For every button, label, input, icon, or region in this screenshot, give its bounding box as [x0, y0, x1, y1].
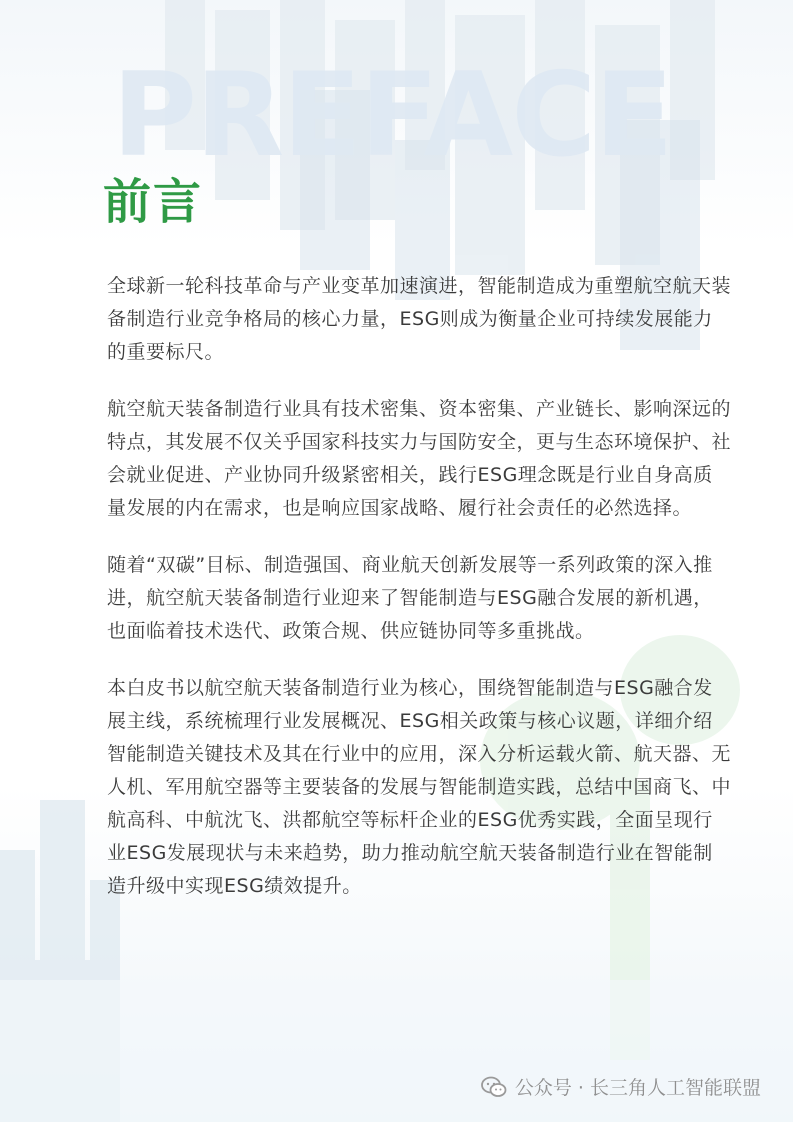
- preface-watermark: PREFACE: [112, 48, 672, 183]
- wechat-icon: [481, 1076, 507, 1098]
- paragraph-1: 全球新一轮科技革命与产业变革加速演进，智能制造成为重塑航空航天装备制造行业竞争格局的核心力量，ESG则成为衡量企业可持续发展能力的重要标尺。: [107, 275, 732, 363]
- footer-account[interactable]: [481, 1073, 761, 1100]
- paragraph-4: 本白皮书以航空航天装备制造行业为核心，围绕智能制造与ESG融合发展主线，系统梳理行业发展概况、ESG相关政策与核心议题，详细介绍智能制造关键技术及其在行业中的应用，深入分析运载火箭、航天器、无人机、军用航空器等主要装备的发展与智能制造实践，总结中国商飞、中航高科、中航沈飞、洪都航空等标杆企业的ESG优秀实践，全面呈现行业ESG发展现状与未来趋势，助力推动航空航天装备制造行业在智能制造升级中实现ESG绩效提升。: [107, 677, 732, 897]
- paragraph-3: 随着“双碳”目标、制造强国、商业航天创新发展等一系列政策的深入推进，航空航天装备制造行业迎来了智能制造与ESG融合发展的新机遇，也面临着技术迭代、政策合规、供应链协同等多重挑战。: [107, 554, 713, 642]
- preface-body: [107, 270, 732, 927]
- footer-account-name: 公众号 · 长三角人工智能联盟: [514, 1077, 761, 1099]
- paragraph-2: 航空航天装备制造行业具有技术密集、资本密集、产业链长、影响深远的特点，其发展不仅关乎国家科技实力与国防安全，更与生态环境保护、社会就业促进、产业协同升级紧密相关，践行ESG理念既是行业自身高质量发展的内在需求，也是响应国家战略、履行社会责任的必然选择。: [107, 398, 732, 519]
- page-title: 前言: [103, 174, 204, 230]
